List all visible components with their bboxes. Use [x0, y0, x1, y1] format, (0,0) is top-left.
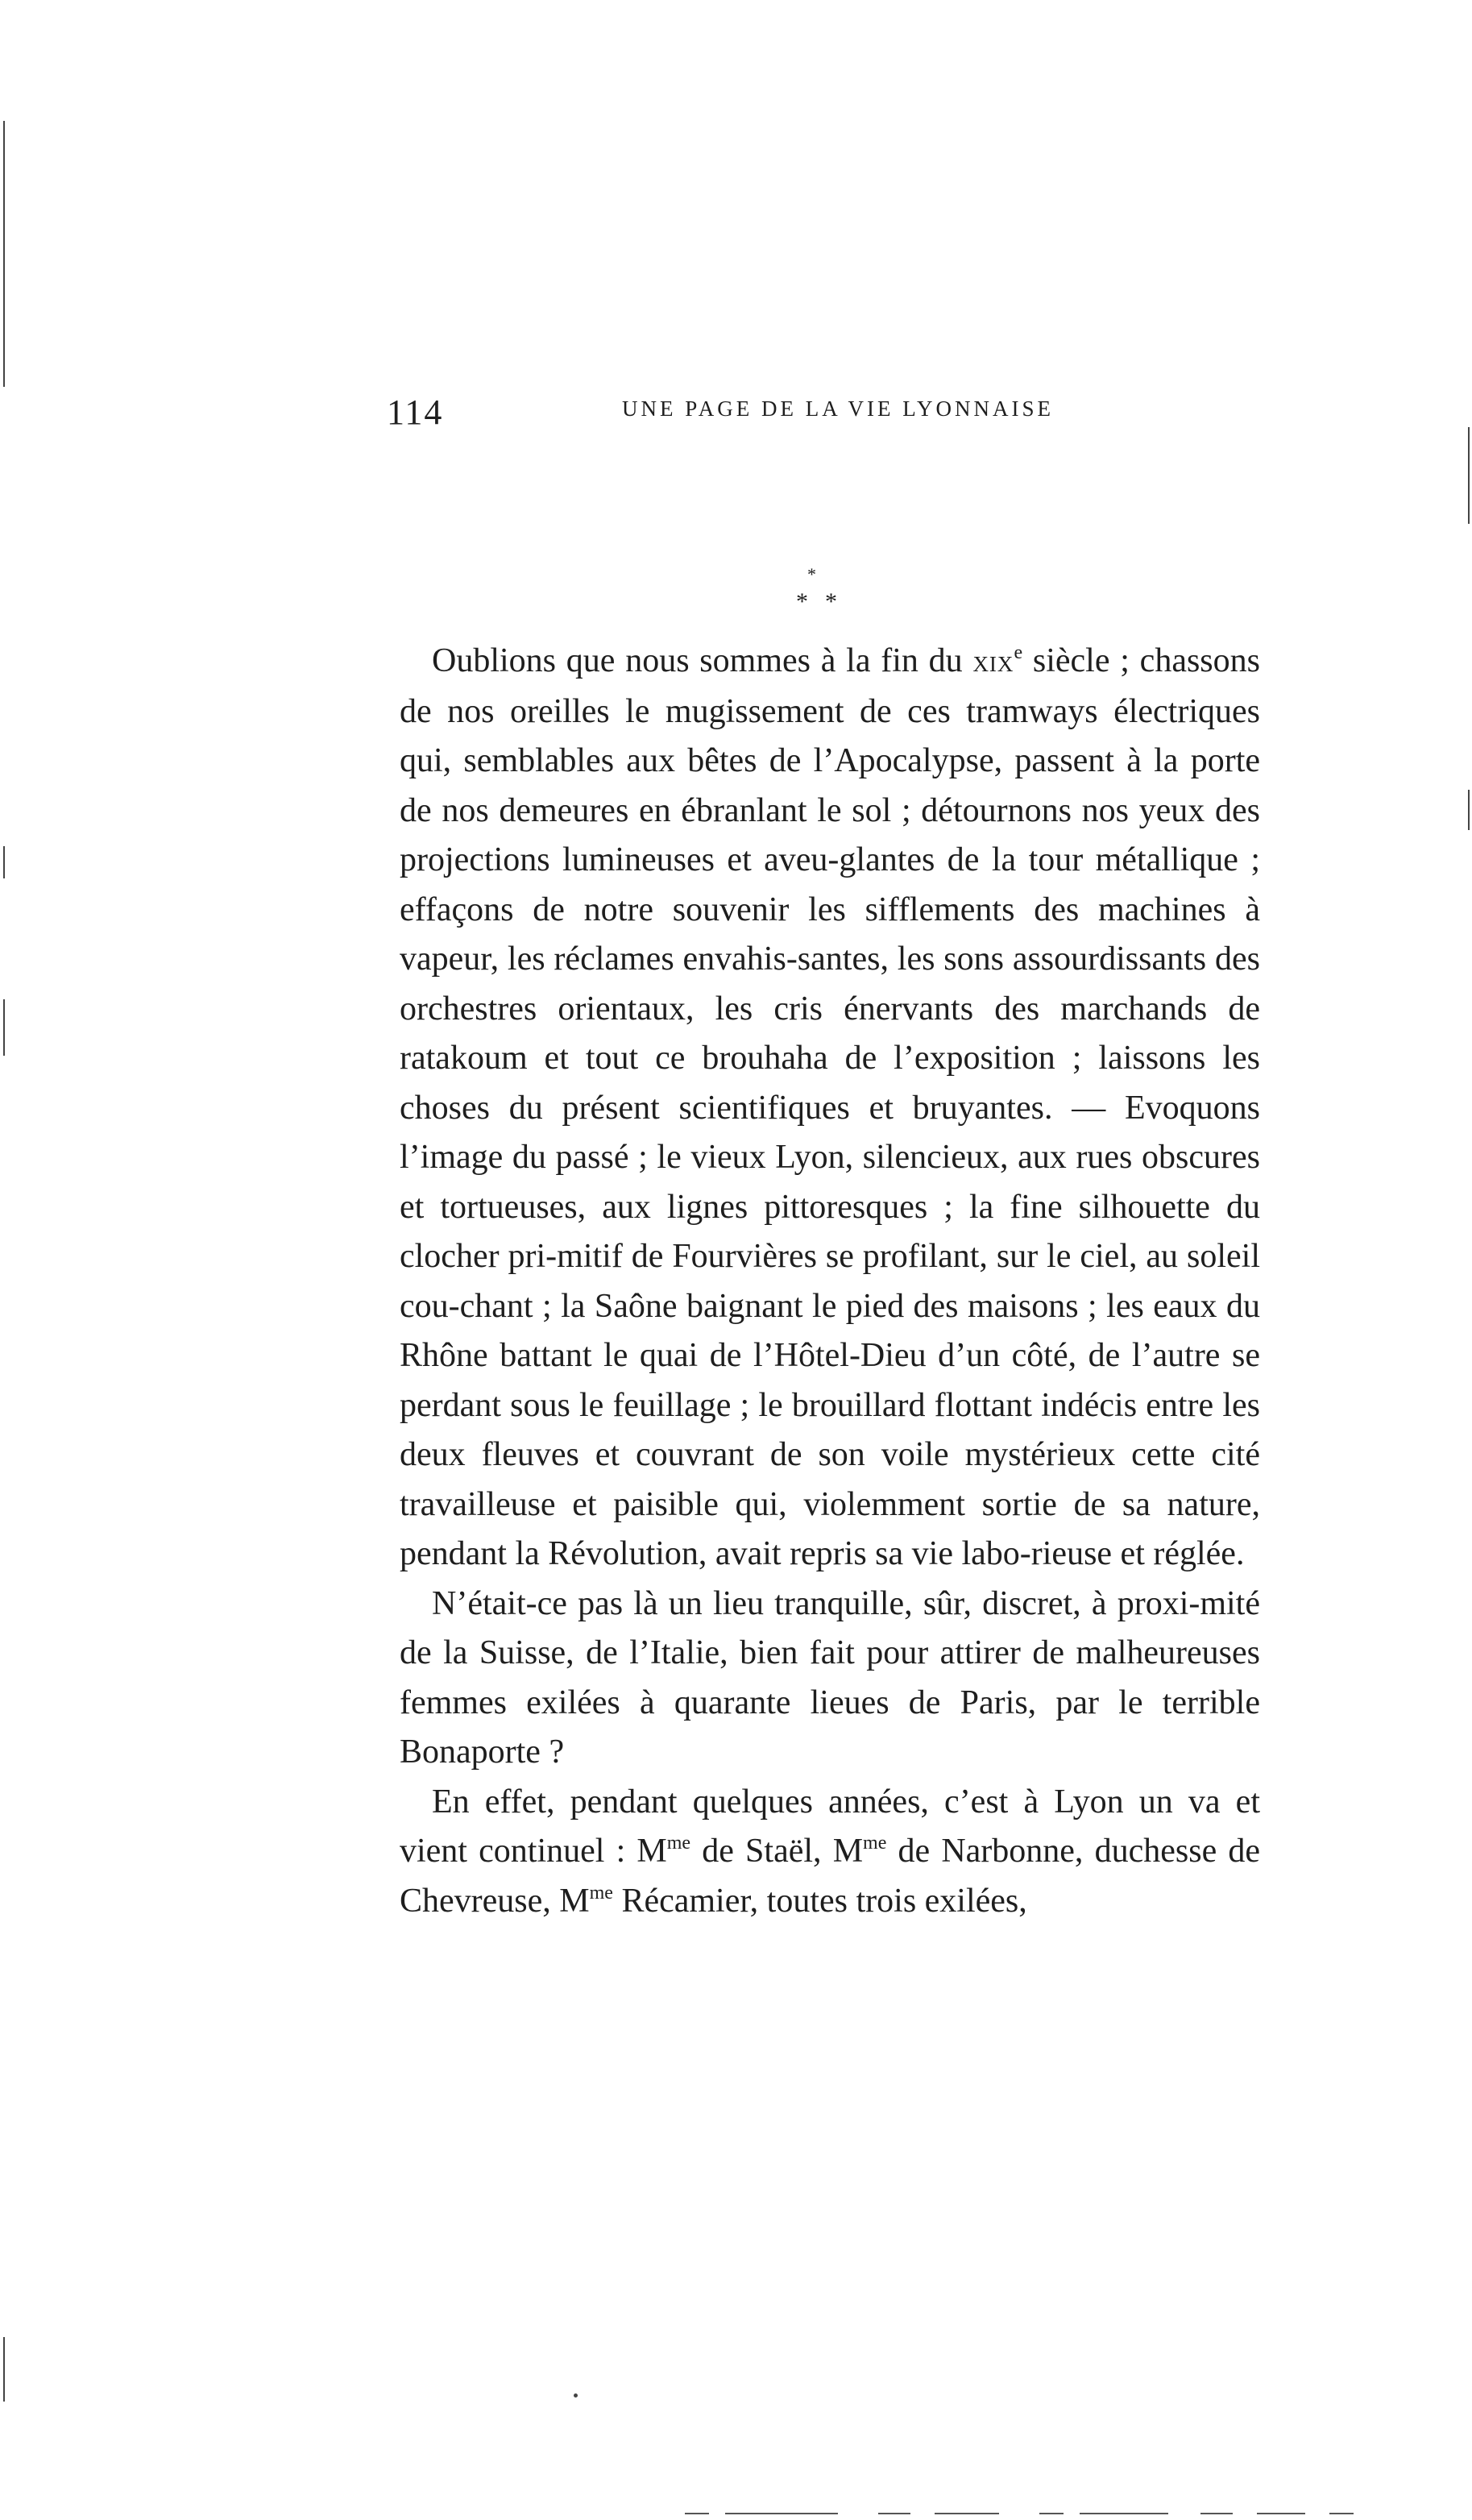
- bottom-edge-dash: [1257, 2513, 1305, 2514]
- left-edge-mark: [3, 2337, 5, 2402]
- asterisk-left: *: [796, 588, 808, 615]
- section-break-asterism: [773, 564, 854, 629]
- left-edge-mark: [3, 846, 5, 878]
- bottom-edge-dash: [1329, 2513, 1354, 2514]
- right-edge-mark: [1468, 427, 1470, 524]
- bottom-edge-dash: [1200, 2513, 1233, 2514]
- paragraph-2: N’était-ce pas là un lieu tranquille, sûr, discret, à proxi-mité de la Suisse, de l’Italie, bien fait pour attirer de malheureuses femmes exilées à quarante lieues de Paris, par le terrible Bonaporte ?: [400, 1584, 1260, 1771]
- left-edge-mark: [3, 121, 5, 387]
- bottom-edge-dash: [685, 2513, 709, 2514]
- asterisk-top: *: [807, 564, 816, 584]
- page-number: 114: [387, 392, 444, 432]
- bottom-edge-dash: [935, 2513, 999, 2514]
- right-edge-mark: [1468, 790, 1470, 830]
- body-text: [400, 637, 1260, 1926]
- stray-dot: [574, 2393, 578, 2398]
- bottom-edge-dash: [878, 2513, 910, 2514]
- running-head: [387, 392, 1273, 432]
- bottom-edge-dash: [725, 2513, 838, 2514]
- running-title: UNE PAGE DE LA VIE LYONNAISE: [621, 396, 1055, 421]
- left-edge-mark: [3, 999, 5, 1056]
- asterisk-right: *: [825, 588, 837, 615]
- bottom-edge-dash: [1080, 2513, 1168, 2514]
- paragraph-1: Oublions que nous sommes à la fin du xix$^e$ siècle ; chassons de nos oreilles le mugissement de ces tramways électriques qui, semblables aux bêtes de l’Apocalypse, passent à la porte de nos demeures en ébranlant le sol ; détournons nos yeux des projections lumineuses et aveu-glantes de la tour métallique ; effaçons de notre souvenir les sifflements des machines à vapeur, les réclames envahis-santes, les sons assourdissants des orchestres orientaux, les cris énervants des marchands de ratakoum et tout ce brouhaha de l’exposition ; laissons les choses du présent scientifiques et bruyantes. — Evoquons l’image du passé ; le vieux Lyon, silencieux, aux rues obscures et tortueuses, aux lignes pittoresques ; la fine silhouette du clocher pri-mitif de Fourvières se profilant, sur le ciel, au soleil cou-chant ; la Saône baignant le pied des maisons ; les eaux du Rhône battant le quai de l’Hôtel-Dieu d’un côté, de l’autre se perdant sous le feuillage ; le brouillard flottant indécis entre les deux fleuves et couvrant de son voile mystérieux cette cité travailleuse et paisible qui, violemment sortie de sa nature, pendant la Révolution, avait repris sa vie labo-rieuse et réglée.: [400, 642, 1260, 1572]
- bottom-edge-dash: [1039, 2513, 1064, 2514]
- paragraph-3: En effet, pendant quelques années, c’est à Lyon un va et vient continuel : $M^{me}$ de Staël, $M^{me}$ de Narbonne, duchesse de Chevreuse, $M^{me}$ Récamier, toutes trois exilées,: [400, 1783, 1261, 1920]
